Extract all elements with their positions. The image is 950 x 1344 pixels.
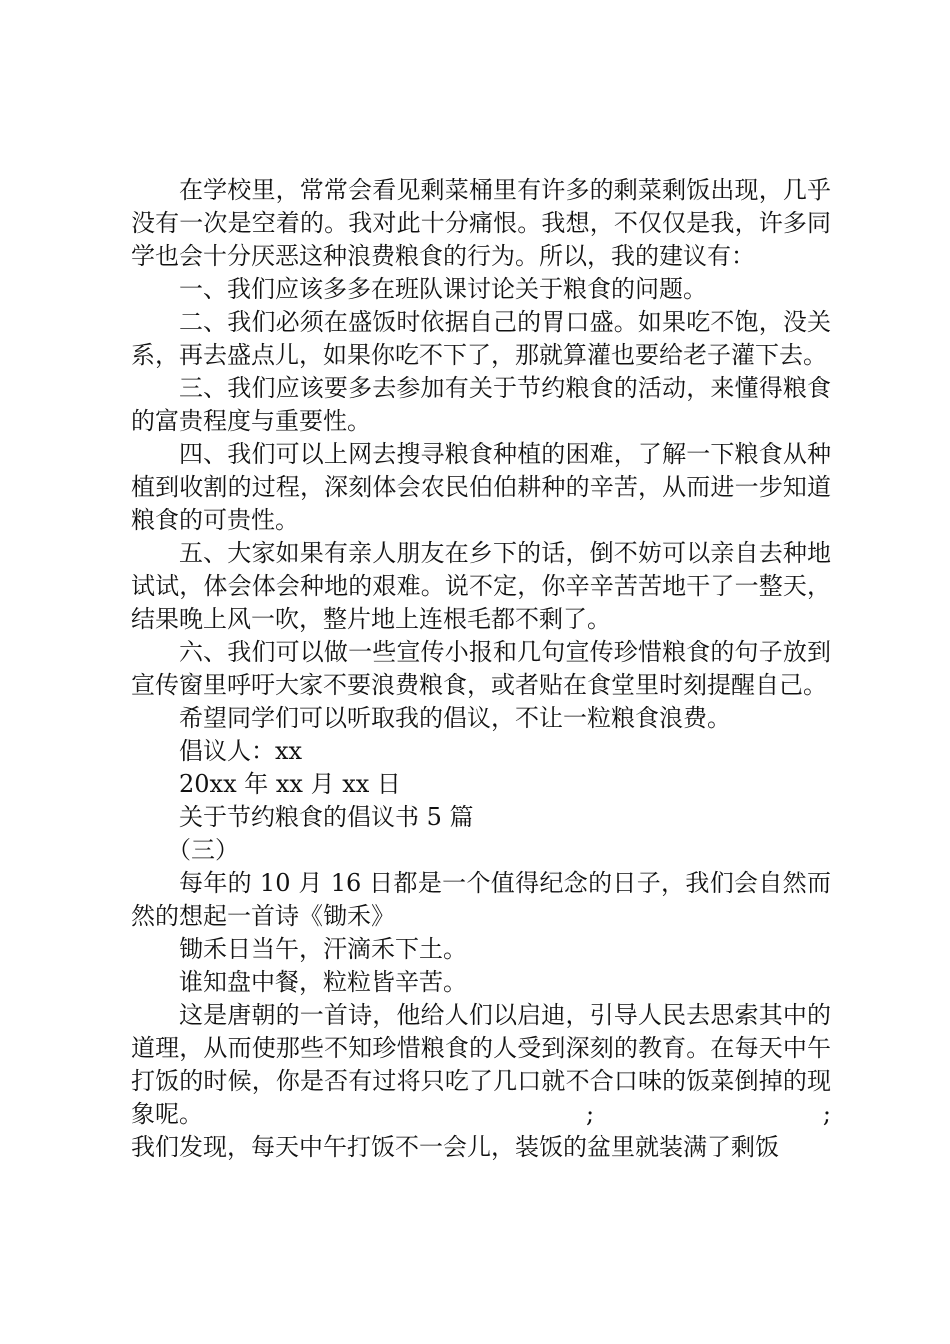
separator-mark: ; (586, 1100, 595, 1128)
separator-mark: ; (822, 1100, 831, 1128)
section-number: （三） (167, 836, 239, 864)
paragraph-anniversary: 每年的 10 月 16 日都是一个值得纪念的日子，我们会自然而然的想起一首诗《锄禾》 (131, 869, 831, 930)
paragraph-suggestion-3: 三、我们应该要多去参加有关于节约粮食的活动，来懂得粮食的富贵程度与重要性。 (131, 374, 831, 435)
paragraph-suggestion-5: 五、大家如果有亲人朋友在乡下的话，倒不妨可以亲自去种地试试，体会体会种地的艰难。说不定，你辛辛苦苦地干了一整天，结果晚上风一吹，整片地上连根毛都不剩了。 (131, 539, 831, 633)
paragraph-poem-reflection: 这是唐朝的一首诗，他给人们以启迪，引导人民去思索其中的道理，从而使那些不知珍惜粮食的人受到深刻的教育。在每天中午打饭的时候，你是否有过将只吃了几口就不合口味的饭菜倒掉的现象呢。 (131, 1001, 831, 1128)
paragraph-suggestion-6: 六、我们可以做一些宣传小报和几句宣传珍惜粮食的句子放到宣传窗里呼吁大家不要浪费粮食，或者贴在食堂里时刻提醒自己。 (131, 638, 831, 699)
paragraph-intro: 在学校里，常常会看见剩菜桶里有许多的剩菜剩饭出现，几乎没有一次是空着的。我对此十分痛恨。我想，不仅仅是我，许多同学也会十分厌恶这种浪费粮食的行为。所以，我的建议有： (131, 176, 831, 270)
poem-line-1: 锄禾日当午，汗滴禾下土。 (179, 935, 467, 963)
signature-line: 倡议人：xx (179, 737, 303, 765)
paragraph-closing: 希望同学们可以听取我的倡议，不让一粒粮食浪费。 (179, 704, 731, 732)
date-line: 20xx 年 xx 月 xx 日 (179, 770, 401, 798)
document-body (131, 174, 831, 1164)
paragraph-last-line: 我们发现，每天中午打饭不一会儿，装饭的盆里就装满了剩饭 (131, 1133, 779, 1161)
section-title: 关于节约粮食的倡议书 5 篇 (179, 803, 474, 831)
paragraph-suggestion-4: 四、我们可以上网去搜寻粮食种植的困难，了解一下粮食从种植到收割的过程，深刻体会农民伯伯耕种的辛苦，从而进一步知道粮食的可贵性。 (131, 440, 831, 534)
paragraph-suggestion-2: 二、我们必须在盛饭时依据自己的胃口盛。如果吃不饱，没关系，再去盛点儿，如果你吃不下了，那就算灌也要给老子灌下去。 (131, 308, 831, 369)
poem-line-2: 谁知盘中餐，粒粒皆辛苦。 (179, 968, 467, 996)
paragraph-suggestion-1: 一、我们应该多多在班队课讨论关于粮食的问题。 (179, 275, 707, 303)
separator-marks (131, 1098, 831, 1131)
